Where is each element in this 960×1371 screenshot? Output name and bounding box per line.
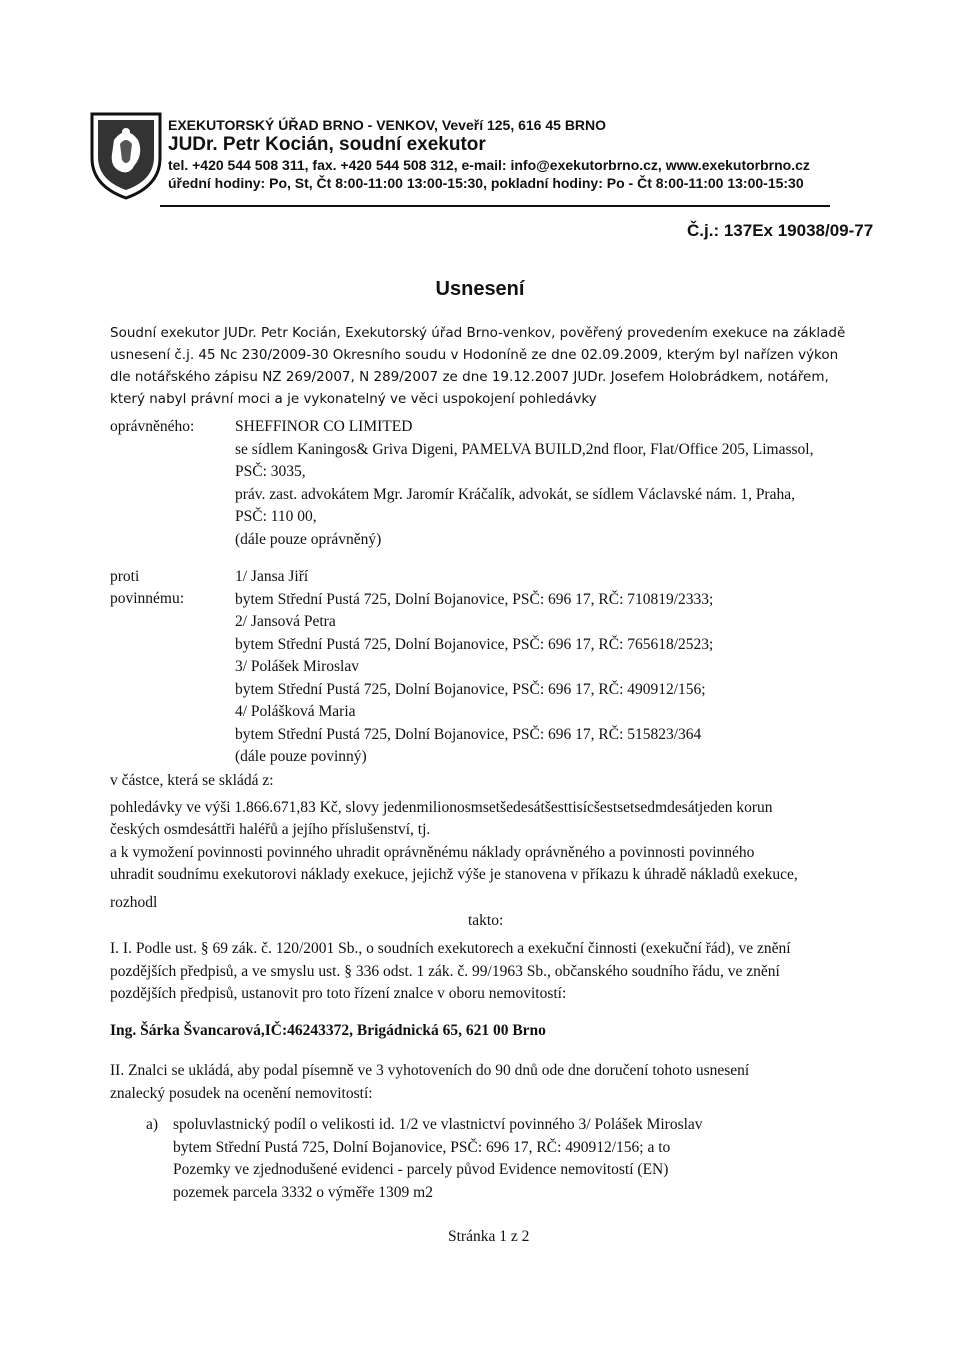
point-two-line: znalecký posudek na ocenění nemovitostí: — [110, 1084, 373, 1102]
debtor-line: bytem Střední Pustá 725, Dolní Bojanovice, PSČ: 696 17, RČ: 515823/364 — [235, 725, 702, 743]
intro-line: Soudní exekutor JUDr. Petr Kocián, Exekutorský úřad Brno-venkov, pověřený provedením exekuce na základě — [110, 325, 846, 341]
creditor-line: PSČ: 110 00, — [235, 508, 317, 525]
intro-line: dle notářského zápisu NZ 269/2007, N 289/2007 ze dne 19.12.2007 JUDr. Josefem Holobrádkem, notářem, — [110, 369, 829, 385]
amount-line: uhradit soudnímu exekutorovi náklady exekuce, jejichž výše je stanovena v příkazu k úhradě nákladů exekuce, — [110, 866, 798, 883]
case-number: Č.j.: 137Ex 19038/09-77 — [687, 221, 874, 240]
item-a-line: Pozemky ve zjednodušené evidenci - parcely původ Evidence nemovitostí (EN) — [173, 1161, 669, 1178]
expert-name: Ing. Šárka Švancarová,IČ:46243372, Brigádnická 65, 621 00 Brno — [110, 1022, 546, 1039]
page-number: Stránka 1 z 2 — [448, 1228, 530, 1245]
amount-line: a k vymožení povinnosti povinného uhradit oprávněnému náklady oprávněného a povinnosti povinného — [110, 843, 755, 861]
intro-line: usnesení č.j. 45 Nc 230/2009-30 Okresního soudu v Hodoníně ze dne 02.09.2009, kterým byl nařízen výkon — [110, 347, 839, 363]
amount-line: pohledávky ve výši 1.866.671,83 Kč, slovy jedenmilionosmsetšedesátšesttisícšestsetsedmdesátjeden korun — [110, 798, 773, 816]
document-title: Usnesení — [435, 278, 525, 300]
intro-line: který nabyl právní moci a je vykonatelný ve věci uspokojení pohledávky — [110, 391, 597, 407]
creditor-line: PSČ: 3035, — [235, 463, 306, 480]
debtor-line: 4/ Polášková Maria — [235, 703, 356, 720]
item-a-line: bytem Střední Pustá 725, Dolní Bojanovice, PSČ: 696 17, RČ: 490912/156; a to — [173, 1138, 671, 1156]
debtor-label: povinnému: — [110, 590, 185, 607]
item-a-block — [173, 1114, 873, 1204]
debtor-block — [235, 566, 875, 769]
office-hours-line: úřední hodiny: Po, St, Čt 8:00-11:00 13:00-15:30, pokladní hodiny: Po - Čt 8:00-11:00 13:00-15:30 — [168, 175, 804, 191]
office-header-line: EXEKUTORSKÝ ÚŘAD BRNO - VENKOV, Veveří 125, 616 45 BRNO — [168, 117, 607, 133]
point-one-line: I. I. Podle ust. § 69 zák. č. 120/2001 Sb., o soudních exekutorech a exekuční činnosti (exekuční řád), ve znění — [110, 940, 791, 957]
debtor-line: 2/ Jansová Petra — [235, 613, 336, 630]
decided-label: rozhodl — [110, 894, 158, 911]
takto-label: takto: — [468, 912, 504, 929]
item-a-marker: a) — [146, 1116, 159, 1133]
point-two-line: II. Znalci se ukládá, aby podal písemně ve 3 vyhotoveních do 90 dnů ode dne doručení tohoto usnesení — [110, 1062, 750, 1079]
debtor-line: bytem Střední Pustá 725, Dolní Bojanovice, PSČ: 696 17, RČ: 765618/2523; — [235, 635, 714, 653]
czech-coat-of-arms-icon — [86, 110, 166, 200]
amount-line: v částce, která se skládá z: — [110, 772, 274, 789]
creditor-line: práv. zast. advokátem Mgr. Jaromír Kráčalík, advokát, se sídlem Václavské nám. 1, Praha, — [235, 485, 795, 503]
debtor-line: 1/ Jansa Jiří — [235, 568, 309, 585]
point-one — [110, 938, 900, 1006]
header-divider — [160, 205, 830, 207]
debtor-line: bytem Střední Pustá 725, Dolní Bojanovice, PSČ: 696 17, RČ: 490912/156; — [235, 680, 706, 698]
executor-name: JUDr. Petr Kocián, soudní exekutor — [168, 134, 486, 155]
creditor-line: (dále pouze oprávněný) — [235, 530, 382, 548]
debtor-label-against: proti — [110, 568, 140, 585]
debtor-line: (dále pouze povinný) — [235, 748, 367, 765]
contact-line: tel. +420 544 508 311, fax. +420 544 508 312, e-mail: info@exekutorbrno.cz, www.exekutorbrno.cz — [168, 157, 810, 173]
item-a-line: pozemek parcela 3332 o výměře 1309 m2 — [173, 1183, 433, 1201]
creditor-line: se sídlem Kaningos& Griva Digeni, PAMELVA BUILD,2nd floor, Flat/Office 205, Limassol, — [235, 440, 814, 458]
debtor-line: 3/ Polášek Miroslav — [235, 658, 359, 675]
amount-paragraph — [110, 770, 890, 887]
intro-paragraph — [110, 322, 880, 410]
debtor-line: bytem Střední Pustá 725, Dolní Bojanovice, PSČ: 696 17, RČ: 710819/2333; — [235, 590, 714, 608]
point-one-line: pozdějších předpisů, a ve smyslu ust. § 336 odst. 1 zák. č. 99/1963 Sb., občanského soudního řádu, ve znění — [110, 962, 780, 980]
point-two — [110, 1060, 900, 1105]
creditor-label: oprávněného: — [110, 418, 195, 435]
item-a-line: spoluvlastnický podíl o velikosti id. 1/2 ve vlastnictví povinného 3/ Polášek Miroslav — [173, 1116, 703, 1133]
creditor-block — [235, 416, 875, 551]
point-one-line: pozdějších předpisů, ustanovit pro toto řízení znalce v oboru nemovitostí: — [110, 985, 567, 1002]
creditor-line: SHEFFINOR CO LIMITED — [235, 418, 413, 435]
amount-line: českých osmdesáttři haléřů a jejího příslušenství, tj. — [110, 821, 431, 838]
